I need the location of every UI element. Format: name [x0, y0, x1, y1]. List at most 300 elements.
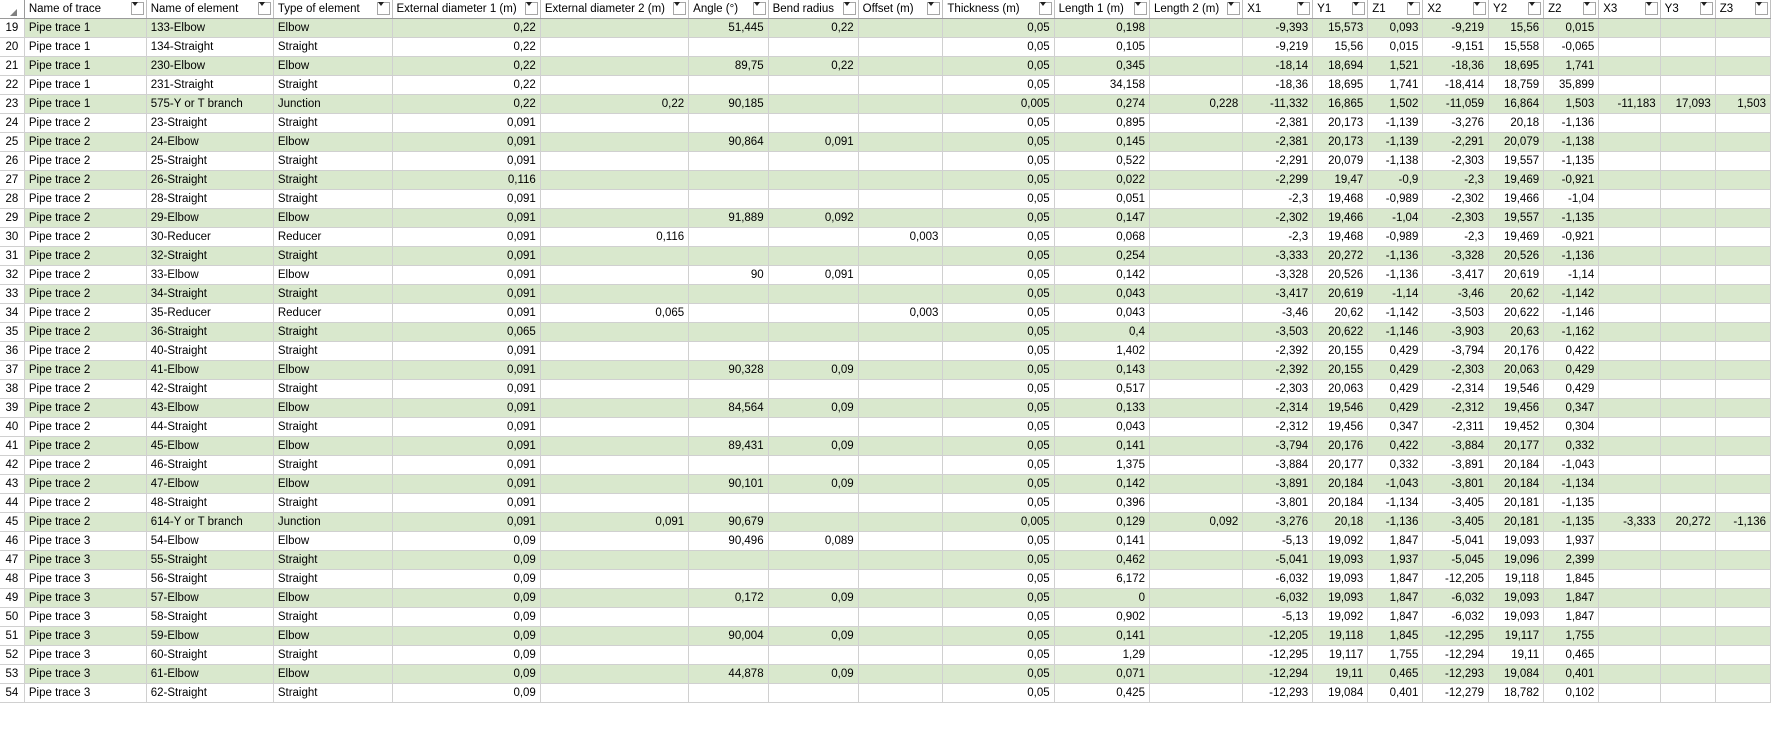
- cell-z2[interactable]: 0,102: [1544, 684, 1599, 703]
- cell-ext_diam_2[interactable]: 0,22: [540, 95, 688, 114]
- cell-type_of_element[interactable]: Elbow: [273, 589, 392, 608]
- row-header[interactable]: 50: [0, 608, 24, 627]
- cell-x1[interactable]: -5,041: [1243, 551, 1313, 570]
- cell-name_of_trace[interactable]: Pipe trace 2: [24, 342, 146, 361]
- cell-x1[interactable]: -12,294: [1243, 665, 1313, 684]
- cell-x2[interactable]: -2,291: [1423, 133, 1489, 152]
- cell-length_2[interactable]: [1150, 665, 1243, 684]
- table-row[interactable]: [0, 627, 1771, 646]
- cell-z3[interactable]: -1,136: [1715, 513, 1770, 532]
- cell-y1[interactable]: 19,466: [1313, 209, 1368, 228]
- cell-angle[interactable]: 0,172: [689, 589, 768, 608]
- cell-x3[interactable]: [1599, 399, 1660, 418]
- cell-x2[interactable]: -2,311: [1423, 418, 1489, 437]
- table-row[interactable]: [0, 361, 1771, 380]
- cell-z1[interactable]: -1,139: [1368, 133, 1423, 152]
- cell-x1[interactable]: -2,302: [1243, 209, 1313, 228]
- cell-x1[interactable]: -2,299: [1243, 171, 1313, 190]
- cell-ext_diam_2[interactable]: [540, 475, 688, 494]
- table-row[interactable]: [0, 570, 1771, 589]
- cell-z2[interactable]: 1,741: [1544, 57, 1599, 76]
- cell-x3[interactable]: [1599, 608, 1660, 627]
- filter-dropdown-icon[interactable]: [525, 2, 538, 15]
- cell-ext_diam_2[interactable]: [540, 76, 688, 95]
- cell-ext_diam_1[interactable]: 0,091: [392, 399, 540, 418]
- cell-x3[interactable]: [1599, 19, 1660, 38]
- filter-dropdown-icon[interactable]: [1528, 2, 1541, 15]
- cell-x2[interactable]: -6,032: [1423, 608, 1489, 627]
- cell-y1[interactable]: 18,695: [1313, 76, 1368, 95]
- cell-x2[interactable]: -3,503: [1423, 304, 1489, 323]
- cell-angle[interactable]: [689, 608, 768, 627]
- cell-angle[interactable]: [689, 551, 768, 570]
- cell-thickness[interactable]: 0,05: [943, 551, 1054, 570]
- cell-length_1[interactable]: 0,022: [1054, 171, 1149, 190]
- cell-ext_diam_1[interactable]: 0,091: [392, 152, 540, 171]
- cell-z1[interactable]: -1,146: [1368, 323, 1423, 342]
- cell-y3[interactable]: [1660, 266, 1715, 285]
- row-header[interactable]: 51: [0, 627, 24, 646]
- table-row[interactable]: [0, 152, 1771, 171]
- cell-y2[interactable]: 19,557: [1489, 152, 1544, 171]
- cell-z3[interactable]: [1715, 456, 1770, 475]
- cell-name_of_trace[interactable]: Pipe trace 3: [24, 665, 146, 684]
- row-header[interactable]: 46: [0, 532, 24, 551]
- cell-x3[interactable]: [1599, 38, 1660, 57]
- cell-y1[interactable]: 20,622: [1313, 323, 1368, 342]
- cell-thickness[interactable]: 0,05: [943, 266, 1054, 285]
- cell-name_of_trace[interactable]: Pipe trace 2: [24, 456, 146, 475]
- cell-name_of_trace[interactable]: Pipe trace 2: [24, 152, 146, 171]
- cell-x2[interactable]: -3,276: [1423, 114, 1489, 133]
- cell-length_2[interactable]: [1150, 209, 1243, 228]
- cell-ext_diam_2[interactable]: [540, 665, 688, 684]
- cell-x1[interactable]: -3,794: [1243, 437, 1313, 456]
- cell-length_1[interactable]: 1,29: [1054, 646, 1149, 665]
- cell-length_2[interactable]: [1150, 570, 1243, 589]
- cell-x2[interactable]: -2,303: [1423, 361, 1489, 380]
- cell-x3[interactable]: [1599, 247, 1660, 266]
- cell-offset[interactable]: [858, 209, 943, 228]
- cell-ext_diam_2[interactable]: 0,091: [540, 513, 688, 532]
- cell-ext_diam_1[interactable]: 0,091: [392, 247, 540, 266]
- cell-name_of_trace[interactable]: Pipe trace 2: [24, 266, 146, 285]
- cell-ext_diam_1[interactable]: 0,091: [392, 494, 540, 513]
- column-header-name_of_trace[interactable]: [24, 0, 146, 19]
- cell-y2[interactable]: 19,084: [1489, 665, 1544, 684]
- table-row[interactable]: [0, 342, 1771, 361]
- cell-type_of_element[interactable]: Elbow: [273, 399, 392, 418]
- cell-name_of_element[interactable]: 40-Straight: [146, 342, 273, 361]
- cell-z3[interactable]: [1715, 589, 1770, 608]
- filter-dropdown-icon[interactable]: [843, 2, 856, 15]
- cell-bend_radius[interactable]: [768, 418, 858, 437]
- cell-name_of_element[interactable]: 29-Elbow: [146, 209, 273, 228]
- cell-ext_diam_1[interactable]: 0,091: [392, 418, 540, 437]
- cell-offset[interactable]: [858, 646, 943, 665]
- row-header[interactable]: 19: [0, 19, 24, 38]
- cell-bend_radius[interactable]: 0,22: [768, 19, 858, 38]
- cell-x2[interactable]: -3,46: [1423, 285, 1489, 304]
- cell-type_of_element[interactable]: Straight: [273, 285, 392, 304]
- filter-dropdown-icon[interactable]: [1755, 2, 1768, 15]
- cell-angle[interactable]: 90: [689, 266, 768, 285]
- cell-length_1[interactable]: 0,133: [1054, 399, 1149, 418]
- cell-length_1[interactable]: 0,068: [1054, 228, 1149, 247]
- cell-type_of_element[interactable]: Elbow: [273, 361, 392, 380]
- cell-thickness[interactable]: 0,05: [943, 608, 1054, 627]
- cell-ext_diam_2[interactable]: [540, 171, 688, 190]
- cell-z3[interactable]: [1715, 570, 1770, 589]
- row-header[interactable]: 24: [0, 114, 24, 133]
- cell-angle[interactable]: [689, 76, 768, 95]
- cell-name_of_trace[interactable]: Pipe trace 2: [24, 513, 146, 532]
- cell-length_1[interactable]: 0,043: [1054, 418, 1149, 437]
- cell-length_1[interactable]: 0,902: [1054, 608, 1149, 627]
- cell-x1[interactable]: -3,46: [1243, 304, 1313, 323]
- filter-dropdown-icon[interactable]: [1473, 2, 1486, 15]
- cell-thickness[interactable]: 0,05: [943, 361, 1054, 380]
- cell-ext_diam_2[interactable]: [540, 399, 688, 418]
- cell-angle[interactable]: 90,004: [689, 627, 768, 646]
- cell-y3[interactable]: [1660, 399, 1715, 418]
- cell-angle[interactable]: 91,889: [689, 209, 768, 228]
- cell-name_of_trace[interactable]: Pipe trace 2: [24, 494, 146, 513]
- cell-ext_diam_1[interactable]: 0,09: [392, 570, 540, 589]
- cell-x1[interactable]: -6,032: [1243, 589, 1313, 608]
- cell-z2[interactable]: 0,347: [1544, 399, 1599, 418]
- cell-name_of_trace[interactable]: Pipe trace 2: [24, 190, 146, 209]
- cell-thickness[interactable]: 0,05: [943, 646, 1054, 665]
- cell-angle[interactable]: [689, 190, 768, 209]
- cell-type_of_element[interactable]: Straight: [273, 323, 392, 342]
- cell-length_1[interactable]: 0,141: [1054, 437, 1149, 456]
- cell-name_of_trace[interactable]: Pipe trace 1: [24, 76, 146, 95]
- table-row[interactable]: [0, 494, 1771, 513]
- filter-dropdown-icon[interactable]: [377, 2, 390, 15]
- cell-x1[interactable]: -5,13: [1243, 608, 1313, 627]
- cell-offset[interactable]: [858, 399, 943, 418]
- cell-z3[interactable]: [1715, 475, 1770, 494]
- cell-y2[interactable]: 19,546: [1489, 380, 1544, 399]
- cell-x2[interactable]: -12,294: [1423, 646, 1489, 665]
- cell-y3[interactable]: 20,272: [1660, 513, 1715, 532]
- cell-ext_diam_1[interactable]: 0,065: [392, 323, 540, 342]
- cell-z3[interactable]: [1715, 342, 1770, 361]
- cell-z2[interactable]: -0,921: [1544, 171, 1599, 190]
- row-header[interactable]: 35: [0, 323, 24, 342]
- cell-angle[interactable]: 51,445: [689, 19, 768, 38]
- cell-angle[interactable]: 90,496: [689, 532, 768, 551]
- cell-angle[interactable]: [689, 684, 768, 703]
- cell-name_of_element[interactable]: 58-Straight: [146, 608, 273, 627]
- cell-type_of_element[interactable]: Junction: [273, 513, 392, 532]
- cell-ext_diam_2[interactable]: [540, 133, 688, 152]
- cell-x3[interactable]: [1599, 76, 1660, 95]
- cell-z1[interactable]: -1,134: [1368, 494, 1423, 513]
- cell-thickness[interactable]: 0,005: [943, 513, 1054, 532]
- cell-angle[interactable]: [689, 323, 768, 342]
- cell-y2[interactable]: 20,079: [1489, 133, 1544, 152]
- cell-x1[interactable]: -2,312: [1243, 418, 1313, 437]
- cell-offset[interactable]: [858, 38, 943, 57]
- cell-y3[interactable]: [1660, 228, 1715, 247]
- cell-x3[interactable]: [1599, 380, 1660, 399]
- cell-angle[interactable]: 90,679: [689, 513, 768, 532]
- cell-bend_radius[interactable]: [768, 570, 858, 589]
- cell-offset[interactable]: [858, 133, 943, 152]
- cell-ext_diam_2[interactable]: [540, 456, 688, 475]
- cell-bend_radius[interactable]: 0,092: [768, 209, 858, 228]
- cell-length_1[interactable]: 0,142: [1054, 475, 1149, 494]
- cell-z2[interactable]: 0,429: [1544, 380, 1599, 399]
- cell-y1[interactable]: 19,093: [1313, 589, 1368, 608]
- cell-y1[interactable]: 19,092: [1313, 608, 1368, 627]
- cell-y3[interactable]: [1660, 589, 1715, 608]
- cell-name_of_element[interactable]: 25-Straight: [146, 152, 273, 171]
- cell-name_of_trace[interactable]: Pipe trace 2: [24, 133, 146, 152]
- cell-z1[interactable]: 1,502: [1368, 95, 1423, 114]
- cell-name_of_trace[interactable]: Pipe trace 2: [24, 418, 146, 437]
- filter-dropdown-icon[interactable]: [1039, 2, 1052, 15]
- cell-z1[interactable]: -0,989: [1368, 228, 1423, 247]
- cell-length_2[interactable]: [1150, 266, 1243, 285]
- row-header[interactable]: 27: [0, 171, 24, 190]
- cell-type_of_element[interactable]: Straight: [273, 247, 392, 266]
- cell-z3[interactable]: [1715, 209, 1770, 228]
- cell-y3[interactable]: [1660, 380, 1715, 399]
- cell-thickness[interactable]: 0,05: [943, 627, 1054, 646]
- cell-z2[interactable]: -1,135: [1544, 513, 1599, 532]
- row-header[interactable]: 45: [0, 513, 24, 532]
- cell-type_of_element[interactable]: Reducer: [273, 228, 392, 247]
- table-row[interactable]: [0, 133, 1771, 152]
- filter-dropdown-icon[interactable]: [1700, 2, 1713, 15]
- cell-angle[interactable]: 90,328: [689, 361, 768, 380]
- cell-name_of_trace[interactable]: Pipe trace 2: [24, 399, 146, 418]
- cell-bend_radius[interactable]: 0,09: [768, 361, 858, 380]
- cell-thickness[interactable]: 0,05: [943, 684, 1054, 703]
- cell-z2[interactable]: -1,162: [1544, 323, 1599, 342]
- row-header[interactable]: 26: [0, 152, 24, 171]
- cell-length_1[interactable]: 0,254: [1054, 247, 1149, 266]
- cell-angle[interactable]: [689, 418, 768, 437]
- cell-x3[interactable]: [1599, 437, 1660, 456]
- cell-y3[interactable]: [1660, 323, 1715, 342]
- cell-z1[interactable]: -1,138: [1368, 152, 1423, 171]
- cell-z1[interactable]: -0,9: [1368, 171, 1423, 190]
- cell-z3[interactable]: [1715, 19, 1770, 38]
- cell-x2[interactable]: -3,801: [1423, 475, 1489, 494]
- cell-length_1[interactable]: 34,158: [1054, 76, 1149, 95]
- cell-offset[interactable]: [858, 627, 943, 646]
- row-header[interactable]: 28: [0, 190, 24, 209]
- cell-z1[interactable]: -1,04: [1368, 209, 1423, 228]
- cell-ext_diam_1[interactable]: 0,091: [392, 380, 540, 399]
- table-row[interactable]: [0, 285, 1771, 304]
- cell-z3[interactable]: [1715, 494, 1770, 513]
- cell-x1[interactable]: -3,417: [1243, 285, 1313, 304]
- cell-y1[interactable]: 20,173: [1313, 114, 1368, 133]
- row-header[interactable]: 34: [0, 304, 24, 323]
- cell-y3[interactable]: [1660, 418, 1715, 437]
- cell-length_1[interactable]: 0,051: [1054, 190, 1149, 209]
- cell-ext_diam_2[interactable]: [540, 342, 688, 361]
- cell-z3[interactable]: [1715, 532, 1770, 551]
- cell-angle[interactable]: [689, 247, 768, 266]
- cell-y3[interactable]: [1660, 665, 1715, 684]
- cell-offset[interactable]: [858, 570, 943, 589]
- cell-y2[interactable]: 19,093: [1489, 589, 1544, 608]
- cell-z1[interactable]: 0,332: [1368, 456, 1423, 475]
- row-header[interactable]: 53: [0, 665, 24, 684]
- cell-type_of_element[interactable]: Straight: [273, 570, 392, 589]
- cell-z1[interactable]: 0,093: [1368, 19, 1423, 38]
- cell-thickness[interactable]: 0,05: [943, 190, 1054, 209]
- row-header[interactable]: 30: [0, 228, 24, 247]
- cell-z3[interactable]: [1715, 665, 1770, 684]
- column-header-angle[interactable]: [689, 0, 768, 19]
- cell-z1[interactable]: 1,937: [1368, 551, 1423, 570]
- cell-bend_radius[interactable]: [768, 228, 858, 247]
- cell-bend_radius[interactable]: 0,09: [768, 589, 858, 608]
- cell-name_of_element[interactable]: 45-Elbow: [146, 437, 273, 456]
- cell-type_of_element[interactable]: Straight: [273, 494, 392, 513]
- cell-type_of_element[interactable]: Straight: [273, 380, 392, 399]
- cell-thickness[interactable]: 0,05: [943, 456, 1054, 475]
- cell-y3[interactable]: [1660, 76, 1715, 95]
- row-header[interactable]: 40: [0, 418, 24, 437]
- cell-x2[interactable]: -12,279: [1423, 684, 1489, 703]
- cell-y1[interactable]: 20,184: [1313, 494, 1368, 513]
- cell-bend_radius[interactable]: [768, 608, 858, 627]
- cell-z2[interactable]: 0,304: [1544, 418, 1599, 437]
- cell-x3[interactable]: [1599, 494, 1660, 513]
- cell-y3[interactable]: [1660, 456, 1715, 475]
- cell-length_1[interactable]: 0,145: [1054, 133, 1149, 152]
- cell-x2[interactable]: -12,295: [1423, 627, 1489, 646]
- cell-length_1[interactable]: 0,895: [1054, 114, 1149, 133]
- cell-offset[interactable]: [858, 494, 943, 513]
- cell-x3[interactable]: [1599, 228, 1660, 247]
- cell-angle[interactable]: [689, 646, 768, 665]
- cell-length_2[interactable]: [1150, 627, 1243, 646]
- table-row[interactable]: [0, 646, 1771, 665]
- cell-length_2[interactable]: [1150, 532, 1243, 551]
- cell-name_of_element[interactable]: 36-Straight: [146, 323, 273, 342]
- cell-type_of_element[interactable]: Straight: [273, 418, 392, 437]
- table-row[interactable]: [0, 608, 1771, 627]
- cell-y1[interactable]: 19,117: [1313, 646, 1368, 665]
- cell-ext_diam_2[interactable]: [540, 266, 688, 285]
- cell-bend_radius[interactable]: 0,089: [768, 532, 858, 551]
- table-row[interactable]: [0, 228, 1771, 247]
- table-row[interactable]: [0, 551, 1771, 570]
- cell-x3[interactable]: [1599, 152, 1660, 171]
- cell-y2[interactable]: 18,759: [1489, 76, 1544, 95]
- cell-y1[interactable]: 19,468: [1313, 190, 1368, 209]
- cell-length_2[interactable]: [1150, 494, 1243, 513]
- row-header[interactable]: 29: [0, 209, 24, 228]
- cell-y3[interactable]: [1660, 361, 1715, 380]
- cell-y2[interactable]: 20,177: [1489, 437, 1544, 456]
- cell-z3[interactable]: [1715, 551, 1770, 570]
- cell-ext_diam_1[interactable]: 0,09: [392, 646, 540, 665]
- select-all-icon[interactable]: [0, 0, 24, 19]
- cell-name_of_trace[interactable]: Pipe trace 3: [24, 684, 146, 703]
- cell-bend_radius[interactable]: 0,09: [768, 627, 858, 646]
- cell-z1[interactable]: 1,845: [1368, 627, 1423, 646]
- cell-y2[interactable]: 19,557: [1489, 209, 1544, 228]
- cell-y3[interactable]: [1660, 475, 1715, 494]
- cell-name_of_trace[interactable]: Pipe trace 2: [24, 323, 146, 342]
- column-header-bend_radius[interactable]: [768, 0, 858, 19]
- cell-name_of_trace[interactable]: Pipe trace 3: [24, 532, 146, 551]
- filter-dropdown-icon[interactable]: [1352, 2, 1365, 15]
- filter-dropdown-icon[interactable]: [131, 2, 144, 15]
- cell-y1[interactable]: 19,092: [1313, 532, 1368, 551]
- cell-z2[interactable]: -1,138: [1544, 133, 1599, 152]
- table-row[interactable]: [0, 513, 1771, 532]
- row-header[interactable]: 37: [0, 361, 24, 380]
- cell-offset[interactable]: [858, 95, 943, 114]
- cell-z2[interactable]: -1,043: [1544, 456, 1599, 475]
- cell-thickness[interactable]: 0,05: [943, 114, 1054, 133]
- cell-name_of_element[interactable]: 41-Elbow: [146, 361, 273, 380]
- cell-z3[interactable]: [1715, 57, 1770, 76]
- cell-x3[interactable]: [1599, 589, 1660, 608]
- cell-offset[interactable]: [858, 76, 943, 95]
- cell-y2[interactable]: 20,62: [1489, 285, 1544, 304]
- cell-x1[interactable]: -9,393: [1243, 19, 1313, 38]
- cell-x2[interactable]: -2,3: [1423, 228, 1489, 247]
- cell-y2[interactable]: 19,469: [1489, 171, 1544, 190]
- cell-x1[interactable]: -6,032: [1243, 570, 1313, 589]
- cell-angle[interactable]: [689, 304, 768, 323]
- cell-name_of_trace[interactable]: Pipe trace 1: [24, 38, 146, 57]
- cell-y2[interactable]: 15,558: [1489, 38, 1544, 57]
- cell-bend_radius[interactable]: 0,09: [768, 437, 858, 456]
- column-header-y1[interactable]: [1313, 0, 1368, 19]
- cell-ext_diam_1[interactable]: 0,22: [392, 19, 540, 38]
- cell-z3[interactable]: [1715, 304, 1770, 323]
- filter-dropdown-icon[interactable]: [673, 2, 686, 15]
- column-header-z2[interactable]: [1544, 0, 1599, 19]
- cell-x2[interactable]: -18,36: [1423, 57, 1489, 76]
- cell-y3[interactable]: [1660, 342, 1715, 361]
- cell-offset[interactable]: [858, 380, 943, 399]
- cell-z2[interactable]: 1,845: [1544, 570, 1599, 589]
- cell-y1[interactable]: 19,093: [1313, 551, 1368, 570]
- cell-name_of_trace[interactable]: Pipe trace 2: [24, 209, 146, 228]
- cell-z1[interactable]: 0,429: [1368, 342, 1423, 361]
- cell-thickness[interactable]: 0,05: [943, 380, 1054, 399]
- cell-bend_radius[interactable]: [768, 380, 858, 399]
- row-header[interactable]: 54: [0, 684, 24, 703]
- cell-y1[interactable]: 20,184: [1313, 475, 1368, 494]
- cell-offset[interactable]: [858, 551, 943, 570]
- cell-y2[interactable]: 19,096: [1489, 551, 1544, 570]
- cell-offset[interactable]: [858, 323, 943, 342]
- cell-x3[interactable]: [1599, 475, 1660, 494]
- cell-z1[interactable]: 0,015: [1368, 38, 1423, 57]
- cell-name_of_element[interactable]: 46-Straight: [146, 456, 273, 475]
- table-row[interactable]: [0, 57, 1771, 76]
- cell-x2[interactable]: -3,328: [1423, 247, 1489, 266]
- cell-ext_diam_2[interactable]: [540, 494, 688, 513]
- cell-type_of_element[interactable]: Elbow: [273, 532, 392, 551]
- cell-z2[interactable]: 0,015: [1544, 19, 1599, 38]
